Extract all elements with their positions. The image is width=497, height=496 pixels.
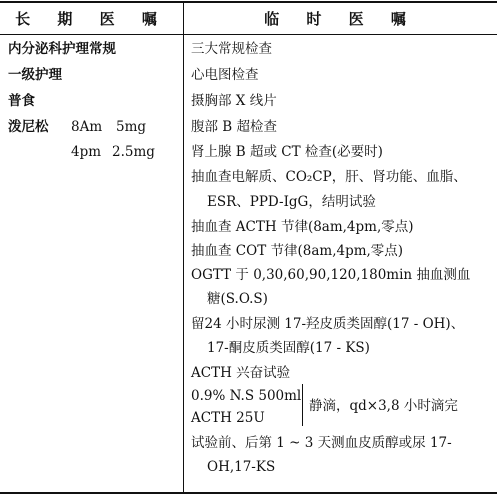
- temp-order-11-acth-dose: ACTH 25U: [191, 410, 265, 426]
- temp-order-4: 腹部 B 超检查: [191, 119, 278, 135]
- temp-order-11-saline: 0.9% N.S 500ml: [191, 388, 302, 404]
- temp-order-11-infusion-instruction: 静滴，qd×3,8 小时滴完: [309, 398, 458, 414]
- table-top-rule: [0, 1, 497, 3]
- temp-order-5: 肾上腺 B 超或 CT 检查(必要时): [191, 144, 383, 160]
- temp-order-9-line2: 糖(S.O.S): [207, 291, 268, 307]
- temp-order-8: 抽血查 COT 节律(8am,4pm,零点): [191, 243, 404, 259]
- infusion-group-bracket: [302, 384, 306, 426]
- long-order-level-one-care: 一级护理: [8, 67, 62, 83]
- long-order-endocrine-care: 内分泌科护理常规: [8, 41, 116, 57]
- temp-order-9-line1: OGTT 于 0,30,60,90,120,180min 抽血测血: [191, 267, 471, 283]
- temp-order-12-line1: 试验前、后第 1 ~ 3 天测血皮质醇或尿 17-: [191, 435, 452, 451]
- table-bottom-rule: [0, 492, 497, 494]
- header-rule: [0, 34, 497, 35]
- temp-order-2: 心电图检查: [191, 67, 259, 83]
- long-order-dose-pm: 2.5mg: [112, 144, 155, 160]
- temp-order-6-line2: ESR、PPD-IgG，结明试验: [207, 194, 376, 210]
- temp-order-10-line2: 17-酮皮质类固醇(17 - KS): [207, 340, 370, 356]
- temp-order-12-line2: OH,17-KS: [207, 459, 276, 475]
- long-order-dose-time-pm: 4pm: [71, 144, 102, 160]
- temp-order-6-line1: 抽血查电解质、CO₂CP，肝、肾功能、血脂、: [191, 169, 467, 185]
- temp-order-3: 摄胸部 X 线片: [191, 93, 277, 109]
- long-order-dose-time-am: 8Am: [71, 119, 103, 135]
- temp-order-11: ACTH 兴奋试验: [191, 365, 291, 381]
- long-order-diet: 普食: [8, 93, 35, 109]
- long-order-dose-am: 5mg: [116, 119, 147, 135]
- long-order-drug-name: 泼尼松: [8, 119, 49, 135]
- header-long-term-orders: 长 期 医 嘱: [15, 10, 168, 28]
- header-temporary-orders: 临 时 医 嘱: [264, 10, 417, 28]
- temp-order-7: 抽血查 ACTH 节律(8am,4pm,零点): [191, 219, 414, 235]
- temp-order-10-line1: 留24 小时尿测 17-羟皮质类固醇(17 - OH)、: [191, 316, 465, 332]
- column-divider: [183, 2, 184, 493]
- temp-order-1: 三大常规检查: [191, 41, 272, 57]
